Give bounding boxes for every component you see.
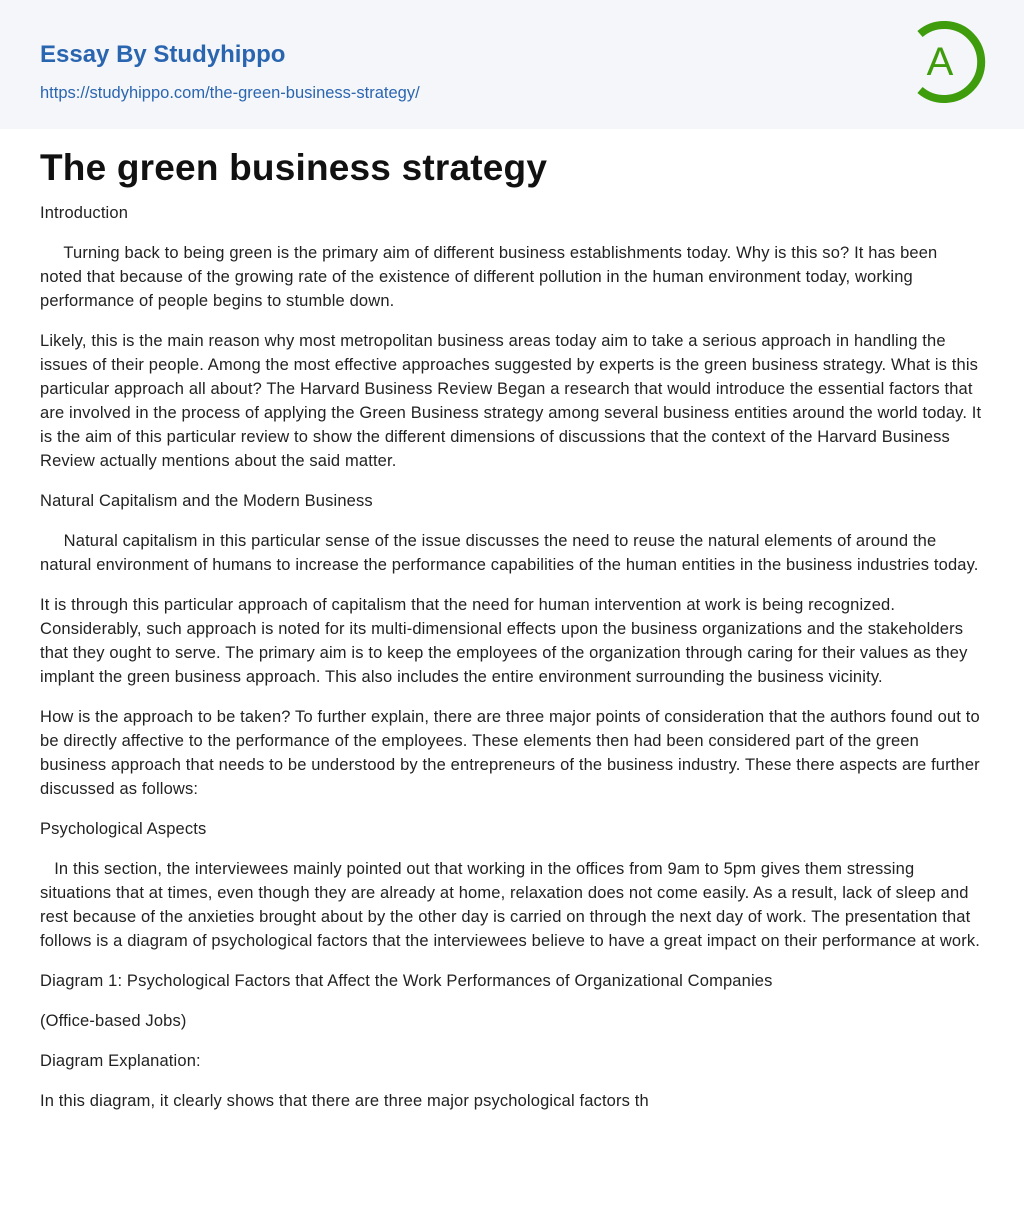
svg-text:A: A	[926, 40, 954, 84]
studyhippo-logo-icon[interactable]	[906, 18, 990, 106]
diagram-subcaption: (Office-based Jobs)	[40, 1012, 187, 1030]
essay-content	[0, 147, 1024, 1113]
paragraph: It is through this particular approach of capitalism that the need for human intervention at work is being recognized. Considerably, such approach is noted for its multi-dimensional effects upon the business organizations and the stakeholders that they ought to serve. The primary aim is to keep the employees of the organization through caring for their values as they implant the green business approach. This also includes the entire environment surrounding the business vicinity.	[40, 596, 968, 686]
site-header	[0, 0, 1024, 129]
paragraph: Turning back to being green is the primary aim of different business establishments today. Why is this so? It has been noted that because of the growing rate of the existence of different pollution in the human environment today, working performance of people begins to stumble down.	[40, 244, 938, 310]
paragraph: Natural capitalism in this particular sense of the issue discusses the need to reuse the natural elements of around the natural environment of humans to increase the performance capabilities of the human entities in the business industries today.	[40, 532, 979, 574]
paragraph: How is the approach to be taken? To further explain, there are three major points of consideration that the authors found out to be directly affective to the performance of the employees. These elements then had been considered part of the green business approach that needs to be understood by the entrepreneurs of the business industry. These there aspects are further discussed as follows:	[40, 708, 980, 798]
paragraph: In this section, the interviewees mainly pointed out that working in the offices from 9am to 5pm gives them stressing situations that at times, even though they are already at home, relaxation does not come easily. As a result, lack of sleep and rest because of the anxieties brought about by the other day is carried on through the next day of work. The presentation that follows is a diagram of psychological factors that the interviewees believe to have a great impact on their performance at work.	[40, 860, 980, 950]
paragraph: Likely, this is the main reason why most metropolitan business areas today aim to take a serious approach in handling the issues of their people. Among the most effective approaches suggested by experts is the green business strategy. What is this particular approach all about? The Harvard Business Review Began a research that would introduce the essential factors that are involved in the process of applying the Green Business strategy among several business entities around the world today. It is the aim of this particular review to show the different dimensions of discussions that the context of the Harvard Business Review actually mentions about the said matter.	[40, 332, 982, 470]
diagram-caption: Diagram 1: Psychological Factors that Affect the Work Performances of Organizational Companies	[40, 972, 773, 990]
section-heading: Introduction	[40, 204, 129, 222]
section-heading: Diagram Explanation:	[40, 1052, 201, 1070]
section-heading: Natural Capitalism and the Modern Business	[40, 492, 373, 510]
section-heading: Psychological Aspects	[40, 820, 207, 838]
essay-url-link[interactable]: https://studyhippo.com/the-green-business-strategy/	[40, 84, 420, 102]
paragraph: In this diagram, it clearly shows that there are three major psychological factors th	[40, 1092, 649, 1110]
page-title: The green business strategy	[40, 147, 548, 188]
site-name[interactable]: Essay By Studyhippo	[40, 41, 286, 68]
